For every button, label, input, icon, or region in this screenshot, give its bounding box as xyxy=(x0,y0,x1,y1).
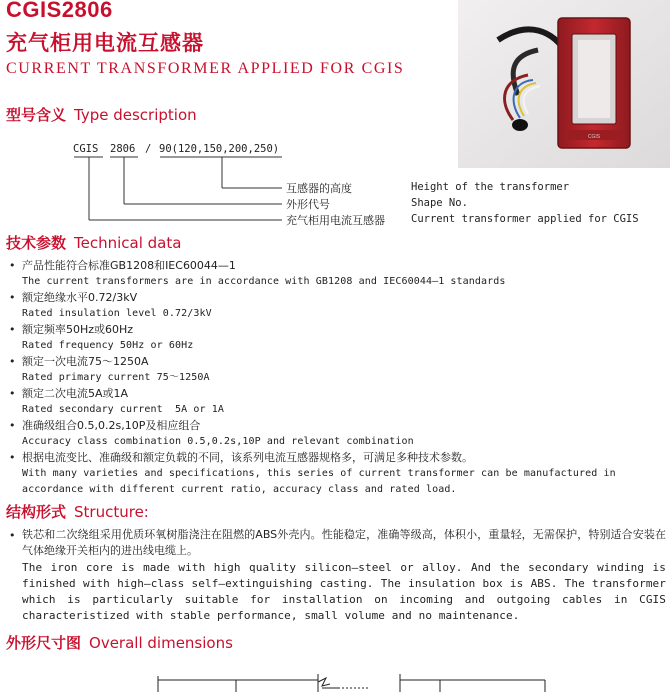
structure-en: The iron core is made with high quality silicon—steel or alloy. And the secondary winding is finished with high—class self—extinguishing casting. The insulation box is ABS. The transformer which is particularly suitable for installation on incoming and outgoing cables in CGIS characteristized with stable performance, small volume and no maintenance. xyxy=(22,561,666,622)
title-english: CURRENT TRANSFORMER APPLIED FOR CGIS xyxy=(6,60,405,77)
dimensions-heading: 外形尺寸图 Overall dimensions xyxy=(6,634,233,652)
bullet: • xyxy=(9,451,16,464)
code-part-cgis: CGIS xyxy=(73,143,99,155)
spec-frequency-cn: 额定频率50Hz或60Hz xyxy=(22,323,134,336)
bullet: • xyxy=(9,259,16,272)
spec-frequency-en: Rated frequency 50Hz or 60Hz xyxy=(22,340,194,351)
spec-varieties-en-1: With many varieties and specifications, this series of current transformer can be manufactured in xyxy=(22,468,616,479)
spec-primary-current-cn: 额定一次电流75～1250A xyxy=(22,355,149,368)
spec-secondary-current-cn: 额定二次电流5A或1A xyxy=(22,387,129,400)
legend-cgis-en: Current transformer applied for CGIS xyxy=(411,213,639,225)
spec-primary-current-en: Rated primary current 75～1250A xyxy=(22,372,210,383)
code-part-slash: / xyxy=(145,143,152,155)
code-bracket-lines xyxy=(0,0,670,240)
bullet: • xyxy=(9,419,16,432)
bullet: • xyxy=(9,387,16,400)
spec-accuracy-en: Accuracy class combination 0.5,0.2s,10P and relevant combination xyxy=(22,436,414,447)
spec-standard-cn: 产品性能符合标准GB1208和IEC60044—1 xyxy=(22,259,236,272)
code-part-height: 90(120,150,200,250) xyxy=(159,143,280,155)
bullet: • xyxy=(9,355,16,368)
code-part-shape: 2806 xyxy=(110,143,136,155)
spec-varieties-cn: 根据电流变比、准确级和额定负载的不同，该系列电流互感器规格多，可满足多种技术参数。 xyxy=(22,451,473,464)
structure-heading: 结构形式 Structure: xyxy=(6,503,149,521)
legend-cgis-cn: 充气柜用电流互感器 xyxy=(286,214,385,227)
legend-height-cn: 互感器的高度 xyxy=(286,182,352,195)
legend-shape-en: Shape No. xyxy=(411,197,468,209)
legend-height-en: Height of the transformer xyxy=(411,181,570,193)
bullet: • xyxy=(9,291,16,304)
spec-insulation-cn: 额定绝缘水平0.72/3kV xyxy=(22,291,138,304)
title-chinese: 充气柜用电流互感器 xyxy=(6,31,204,55)
dimension-drawing xyxy=(0,660,670,692)
svg-text:CGIS: CGIS xyxy=(587,134,601,140)
bullet: • xyxy=(9,529,16,542)
bullet: • xyxy=(9,323,16,336)
legend-shape-cn: 外形代号 xyxy=(286,198,330,211)
spec-varieties-en-2: accordance with different current ratio, accuracy class and rated load. xyxy=(22,484,457,495)
technical-data-heading: 技术参数 Technical data xyxy=(6,234,182,252)
spec-accuracy-cn: 准确级组合0.5,0.2s,10P及相应组合 xyxy=(22,419,201,432)
spec-standard-en: The current transformers are in accordance with GB1208 and IEC60044—1 standards xyxy=(22,276,506,287)
spec-insulation-en: Rated insulation level 0.72/3kV xyxy=(22,308,212,319)
product-model: CGIS2806 xyxy=(6,0,113,22)
type-description-heading: 型号含义 Type description xyxy=(6,106,197,124)
structure-cn: 铁芯和二次绕组采用优质环氧树脂浇注在阻燃的ABS外壳内。性能稳定，准确等级高，体积小，重量轻，无需保护，特别适合安装在气体绝缘开关柜内的进出线电缆上。 xyxy=(22,528,666,558)
spec-secondary-current-en: Rated secondary current 5A or 1A xyxy=(22,404,224,415)
